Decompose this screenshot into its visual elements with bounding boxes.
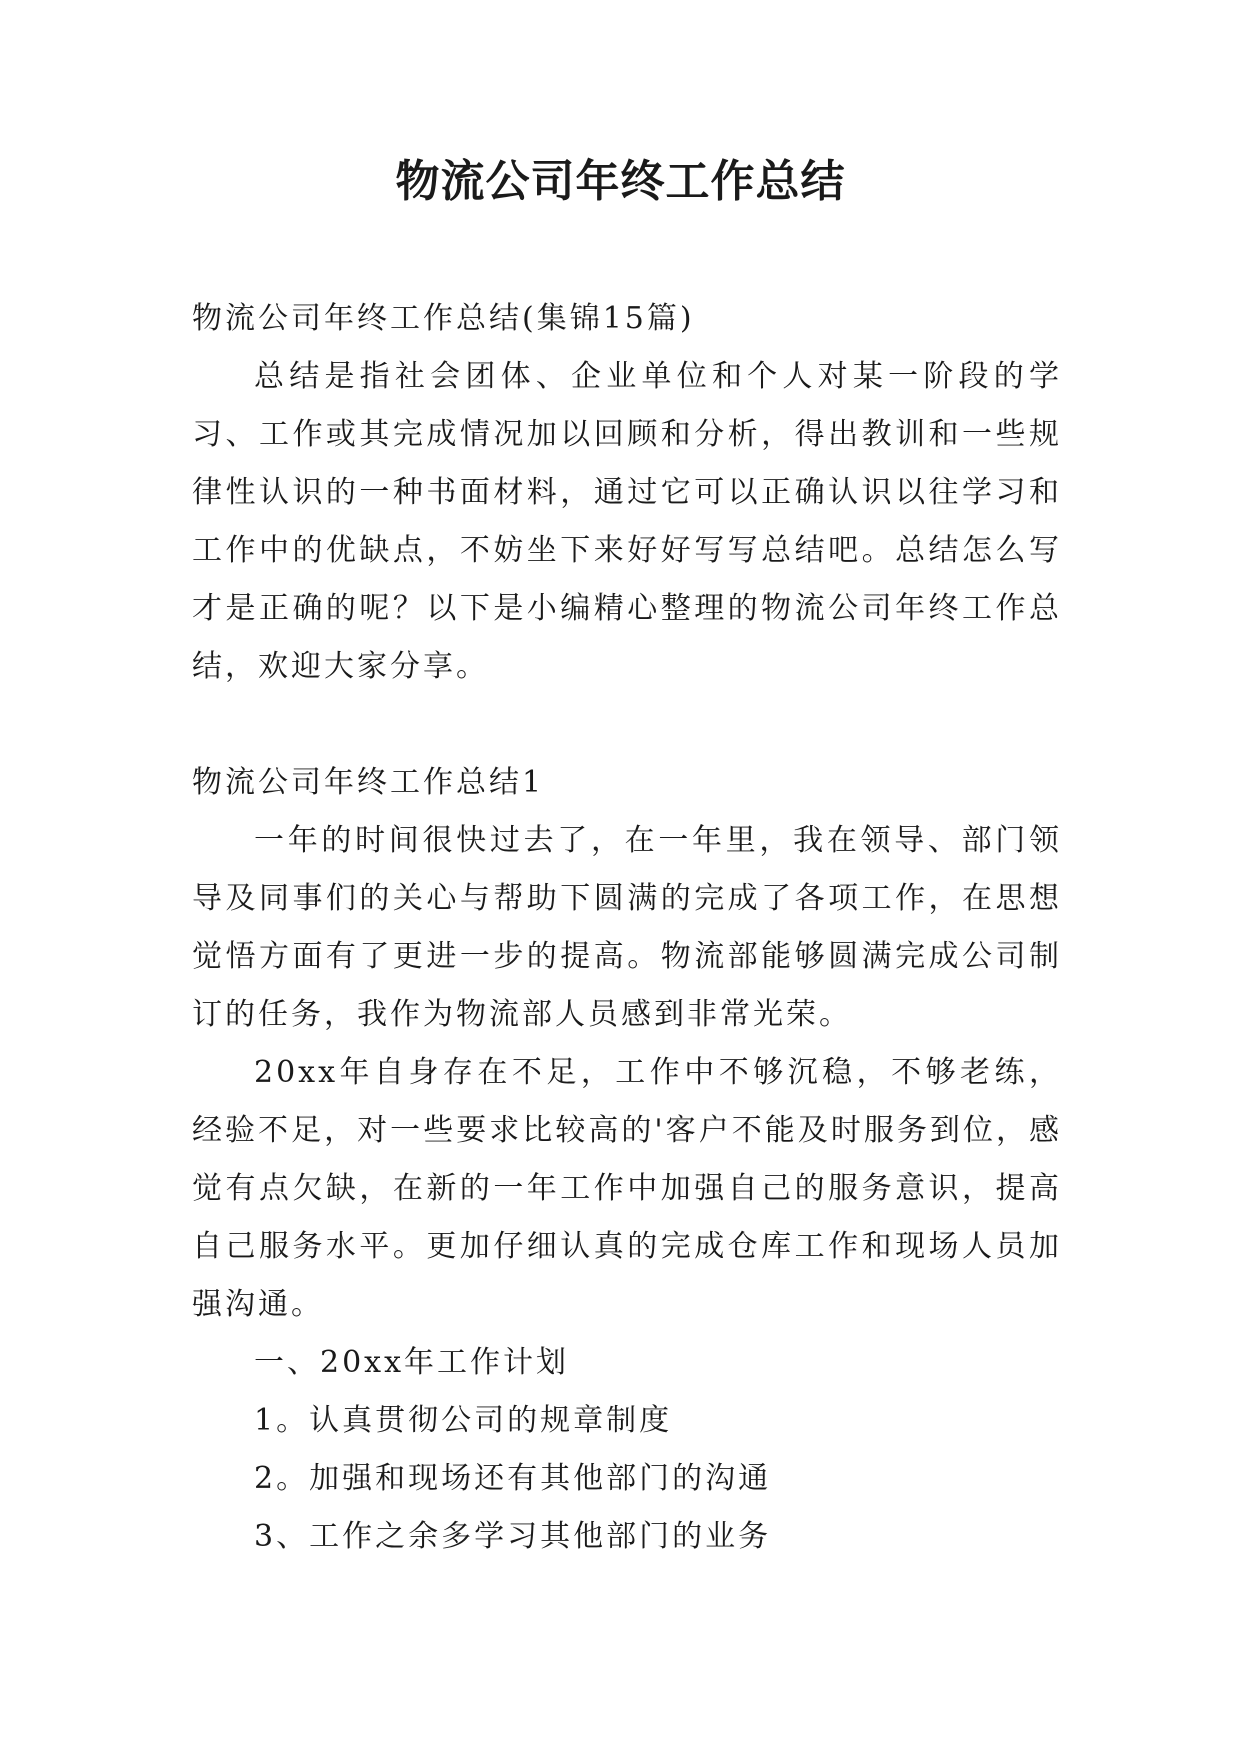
body-paragraph: 20xx年自身存在不足，工作中不够沉稳，不够老练，经验不足，对一些要求比较高的'客户不能及时服务到位，感觉有点欠缺，在新的一年工作中加强自己的服务意识，提高自己服务水平。更加仔细认真的完成仓库工作和现场人员加强沟通。 xyxy=(192,1055,1062,1322)
plan-item: 2。加强和现场还有其他部门的沟通 xyxy=(254,1461,772,1496)
intro-paragraph: 总结是指社会团体、企业单位和个人对某一阶段的学习、工作或其完成情况加以回顾和分析，得出教训和一些规律性认识的一种书面材料，通过它可以正确认识以往学习和工作中的优缺点，不妨坐下来好好写写总结吧。总结怎么写才是正确的呢？以下是小编精心整理的物流公司年终工作总结，欢迎大家分享。 xyxy=(192,359,1062,684)
plan-item: 1。认真贯彻公司的规章制度 xyxy=(254,1403,673,1438)
plan-item: 3、工作之余多学习其他部门的业务 xyxy=(254,1519,772,1554)
document-body xyxy=(192,290,1062,1566)
body-paragraph: 一年的时间很快过去了，在一年里，我在领导、部门领导及同事们的关心与帮助下圆满的完成了各项工作，在思想觉悟方面有了更进一步的提高。物流部能够圆满完成公司制订的任务，我作为物流部人员感到非常光荣。 xyxy=(192,823,1062,1032)
section-spacer xyxy=(192,696,1062,754)
plan-heading: 一、20xx年工作计划 xyxy=(254,1345,570,1380)
section-heading: 物流公司年终工作总结1 xyxy=(192,765,545,800)
document-subtitle: 物流公司年终工作总结(集锦15篇) xyxy=(192,301,695,336)
document-title: 物流公司年终工作总结 xyxy=(395,156,846,207)
